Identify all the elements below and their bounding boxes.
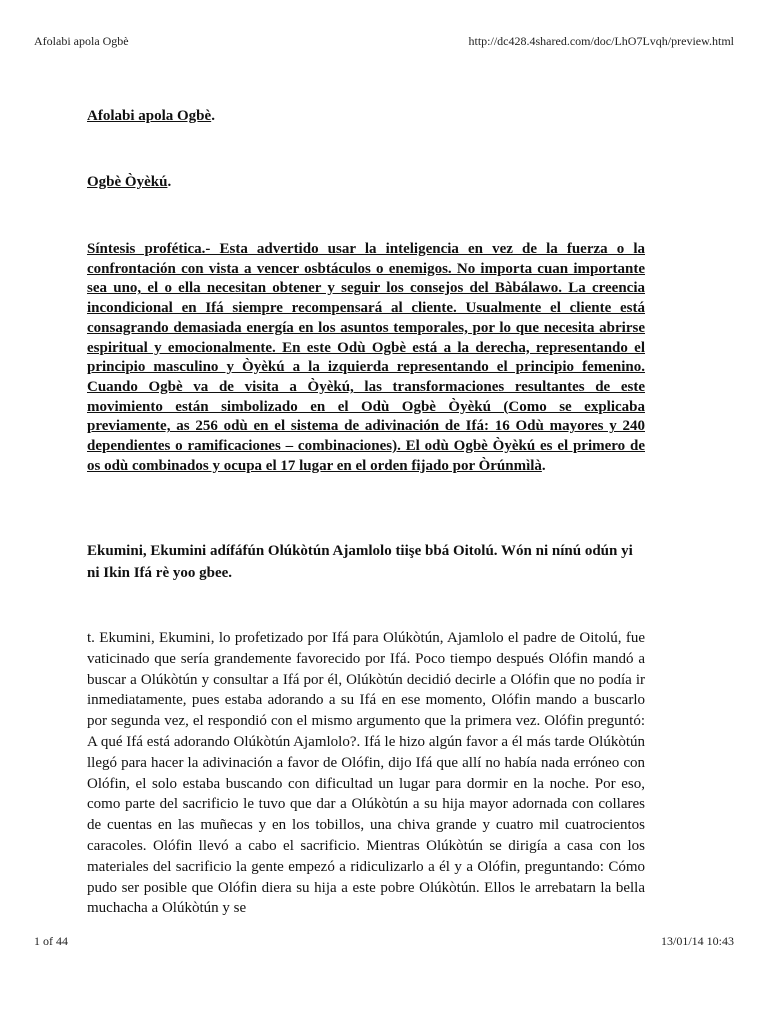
print-footer bbox=[0, 934, 768, 954]
document-title-text: Afolabi apola Ogbè bbox=[87, 108, 212, 124]
document-body bbox=[87, 108, 645, 917]
document-subtitle-text: Ogbè Òyèkú bbox=[87, 174, 168, 190]
ekumini-heading: Ekumini, Ekumini adífáfún Olúkòtún Ajamlolo tiişe bbá Oitolú. Wón ni nínú odún yi ni Ikin Ifá rè yoo gbee. bbox=[87, 543, 633, 581]
document-title bbox=[87, 108, 645, 128]
document-subtitle-suffix: . bbox=[167, 174, 172, 190]
body-paragraph: t. Ekumini, Ekumini, lo profetizado por Ifá para Olúkòtún, Ajamlolo el padre de Oitolú, fue vaticinado que sería grandemente favorecido por Ifá. Poco tiempo después Olófin mandó a buscar a Olúkòtún y consultar a Ifá por él, Olúkòtún decidió decirle a Olófin que no podía ir inmediatamente, pues estaba adorando a su Ifá en ese momento, Olófin mando a buscarlo por segunda vez, el respondió con el mismo argumento que la primera vez. Olófin preguntó: A qué Ifá está adorando Olúkòtún Ajamlolo?. Ifá le hizo algún favor a él más tarde Olúkòtún llegó para hacer la adivinación a favor de Olófin, dijo Ifá que allí no había nada erróneo con Olófin, el solo estaba buscando con dificultad un lugar para dormir en la noche. Por eso, como parte del sacrificio le tuvo que dar a Olúkòtún a su hija mayor adornada con collares de cuentas en las muñecas y en los tobillos, una chiva grande y cuatro mil cuatrocientos caracoles. Olófin llevó a cabo el sacrificio. Mientras Olúkòtún se dirigía a casa con los materiales del sacrificio la gente empezó a ridiculizarlo a él y a Olófin, preguntando: Cómo pudo ser posible que Olófin diera su hija a este pobre Olúkòtún. Ellos le arrebatarn la bella muchacha a Olúkòtún y se bbox=[87, 630, 645, 917]
print-header bbox=[0, 34, 768, 54]
synthesis-suffix: . bbox=[541, 457, 546, 474]
print-timestamp: 13/01/14 10:43 bbox=[660, 934, 734, 948]
page-indicator: 1 of 44 bbox=[34, 934, 68, 948]
document-title-suffix: . bbox=[211, 108, 215, 124]
header-url: http://dc428.4shared.com/doc/LhO7Lvqh/preview.html bbox=[468, 34, 734, 48]
synthesis-paragraph bbox=[87, 240, 645, 476]
synthesis-text: Síntesis profética.- Esta advertido usar la inteligencia en vez de la fuerza o la confrontación con vista a vencer osbtáculos o enemigos. No importa cuan importante sea uno, el o ella necesitan obtener y seguir los consejos del Bàbálawo. La creencia incondicional en Ifá siempre recompensará al cliente. Usualmente el cliente está consagrando demasiada energía en los asuntos temporales, por lo que necesita abrirse espiritual y emocionalmente. En este Odù Ogbè está a la derecha, representando el principio masculino y Òyèkú a la izquierda representando el principio femenino. Cuando Ogbè va de visita a Òyèkú, las transformaciones resultantes de este movimiento están simbolizado en el Odù Ogbè Òyèkú (Como se explicaba previamente, as 256 odù en el sistema de adivinación de Ifá: 16 Odù mayores y 240 dependientes o ramificaciones – combinaciones). El odù Ogbè Òyèkú es el primero de os odù combinados y ocupa el 17 lugar en el orden fijado por Òrúnmìlà bbox=[87, 241, 645, 474]
document-subtitle bbox=[87, 174, 171, 191]
header-page-title: Afolabi apola Ogbè bbox=[34, 34, 129, 48]
